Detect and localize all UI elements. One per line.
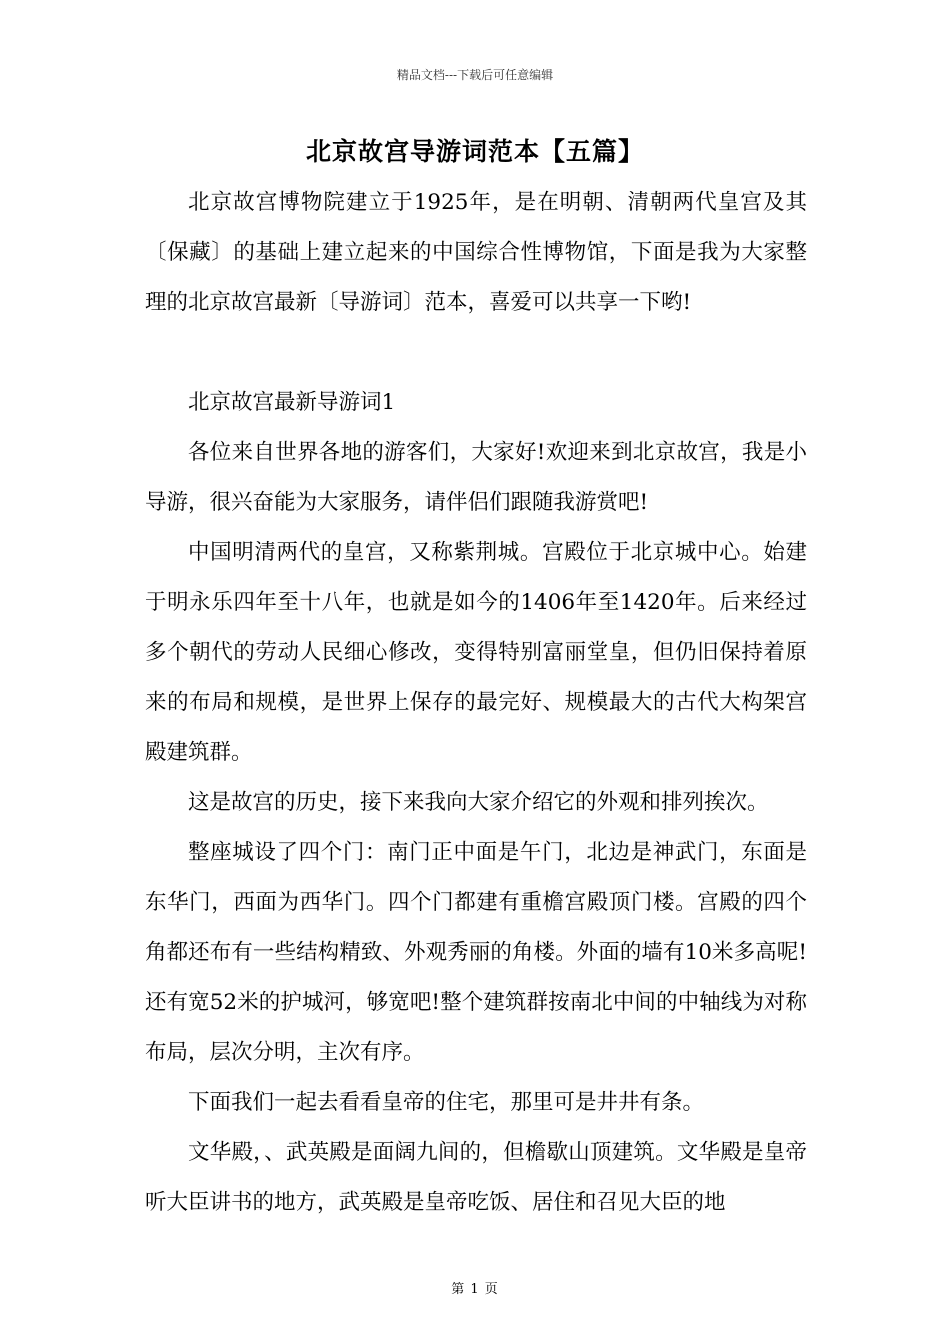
body-paragraph-3: 这是故宫的历史，接下来我向大家介绍它的外观和排列挨次。 bbox=[188, 790, 769, 815]
body-paragraph-1: 各位来自世界各地的游客们，大家好!欢迎来到北京故宫，我是小导游，很兴奋能为大家服务，请伴侣们跟随我游赏吧! bbox=[145, 440, 807, 515]
body-paragraph-5: 下面我们一起去看看皇帝的住宅，那里可是井井有条。 bbox=[188, 1090, 705, 1115]
section-heading: 北京故宫最新导游词1 bbox=[188, 390, 396, 415]
page-number: 第 1 页 bbox=[451, 1282, 499, 1297]
paragraph-spacer bbox=[145, 328, 807, 378]
body-paragraph-2: 中国明清两代的皇宫，又称紫荆城。宫殿位于北京城中心。始建于明永乐四年至十八年，也就是如今的1406年至1420年。后来经过多个朝代的劳动人民细心修改，变得特别富丽堂皇，但仍旧保持着原来的布局和规模，是世界上保存的最完好、规模最大的古代大构架宫殿建筑群。 bbox=[145, 540, 807, 765]
intro-paragraph: 北京故宫博物院建立于1925年，是在明朝、清朝两代皇宫及其〔保藏〕的基础上建立起来的中国综合性博物馆，下面是我为大家整理的北京故宫最新〔导游词〕范本，喜爱可以共享一下哟! bbox=[145, 190, 807, 315]
body-paragraph-4: 整座城设了四个门：南门正中面是午门，北边是神武门，东面是东华门，西面为西华门。四个门都建有重檐宫殿顶门楼。宫殿的四个角都还布有一些结构精致、外观秀丽的角楼。外面的墙有10米多高呢!还有宽52米的护城河，够宽吧!整个建筑群按南北中间的中轴线为对称布局，层次分明，主次有序。 bbox=[145, 840, 807, 1065]
document-title: 北京故宫导游词范本【五篇】 bbox=[305, 137, 644, 166]
page-header: 精品文档---下载后可任意编辑 bbox=[396, 68, 554, 82]
document-body bbox=[145, 178, 807, 1228]
body-paragraph-6: 文华殿，、武英殿是面阔九间的，但檐歇山顶建筑。文华殿是皇帝听大臣讲书的地方，武英殿是皇帝吃饭、居住和召见大臣的地 bbox=[145, 1140, 807, 1215]
